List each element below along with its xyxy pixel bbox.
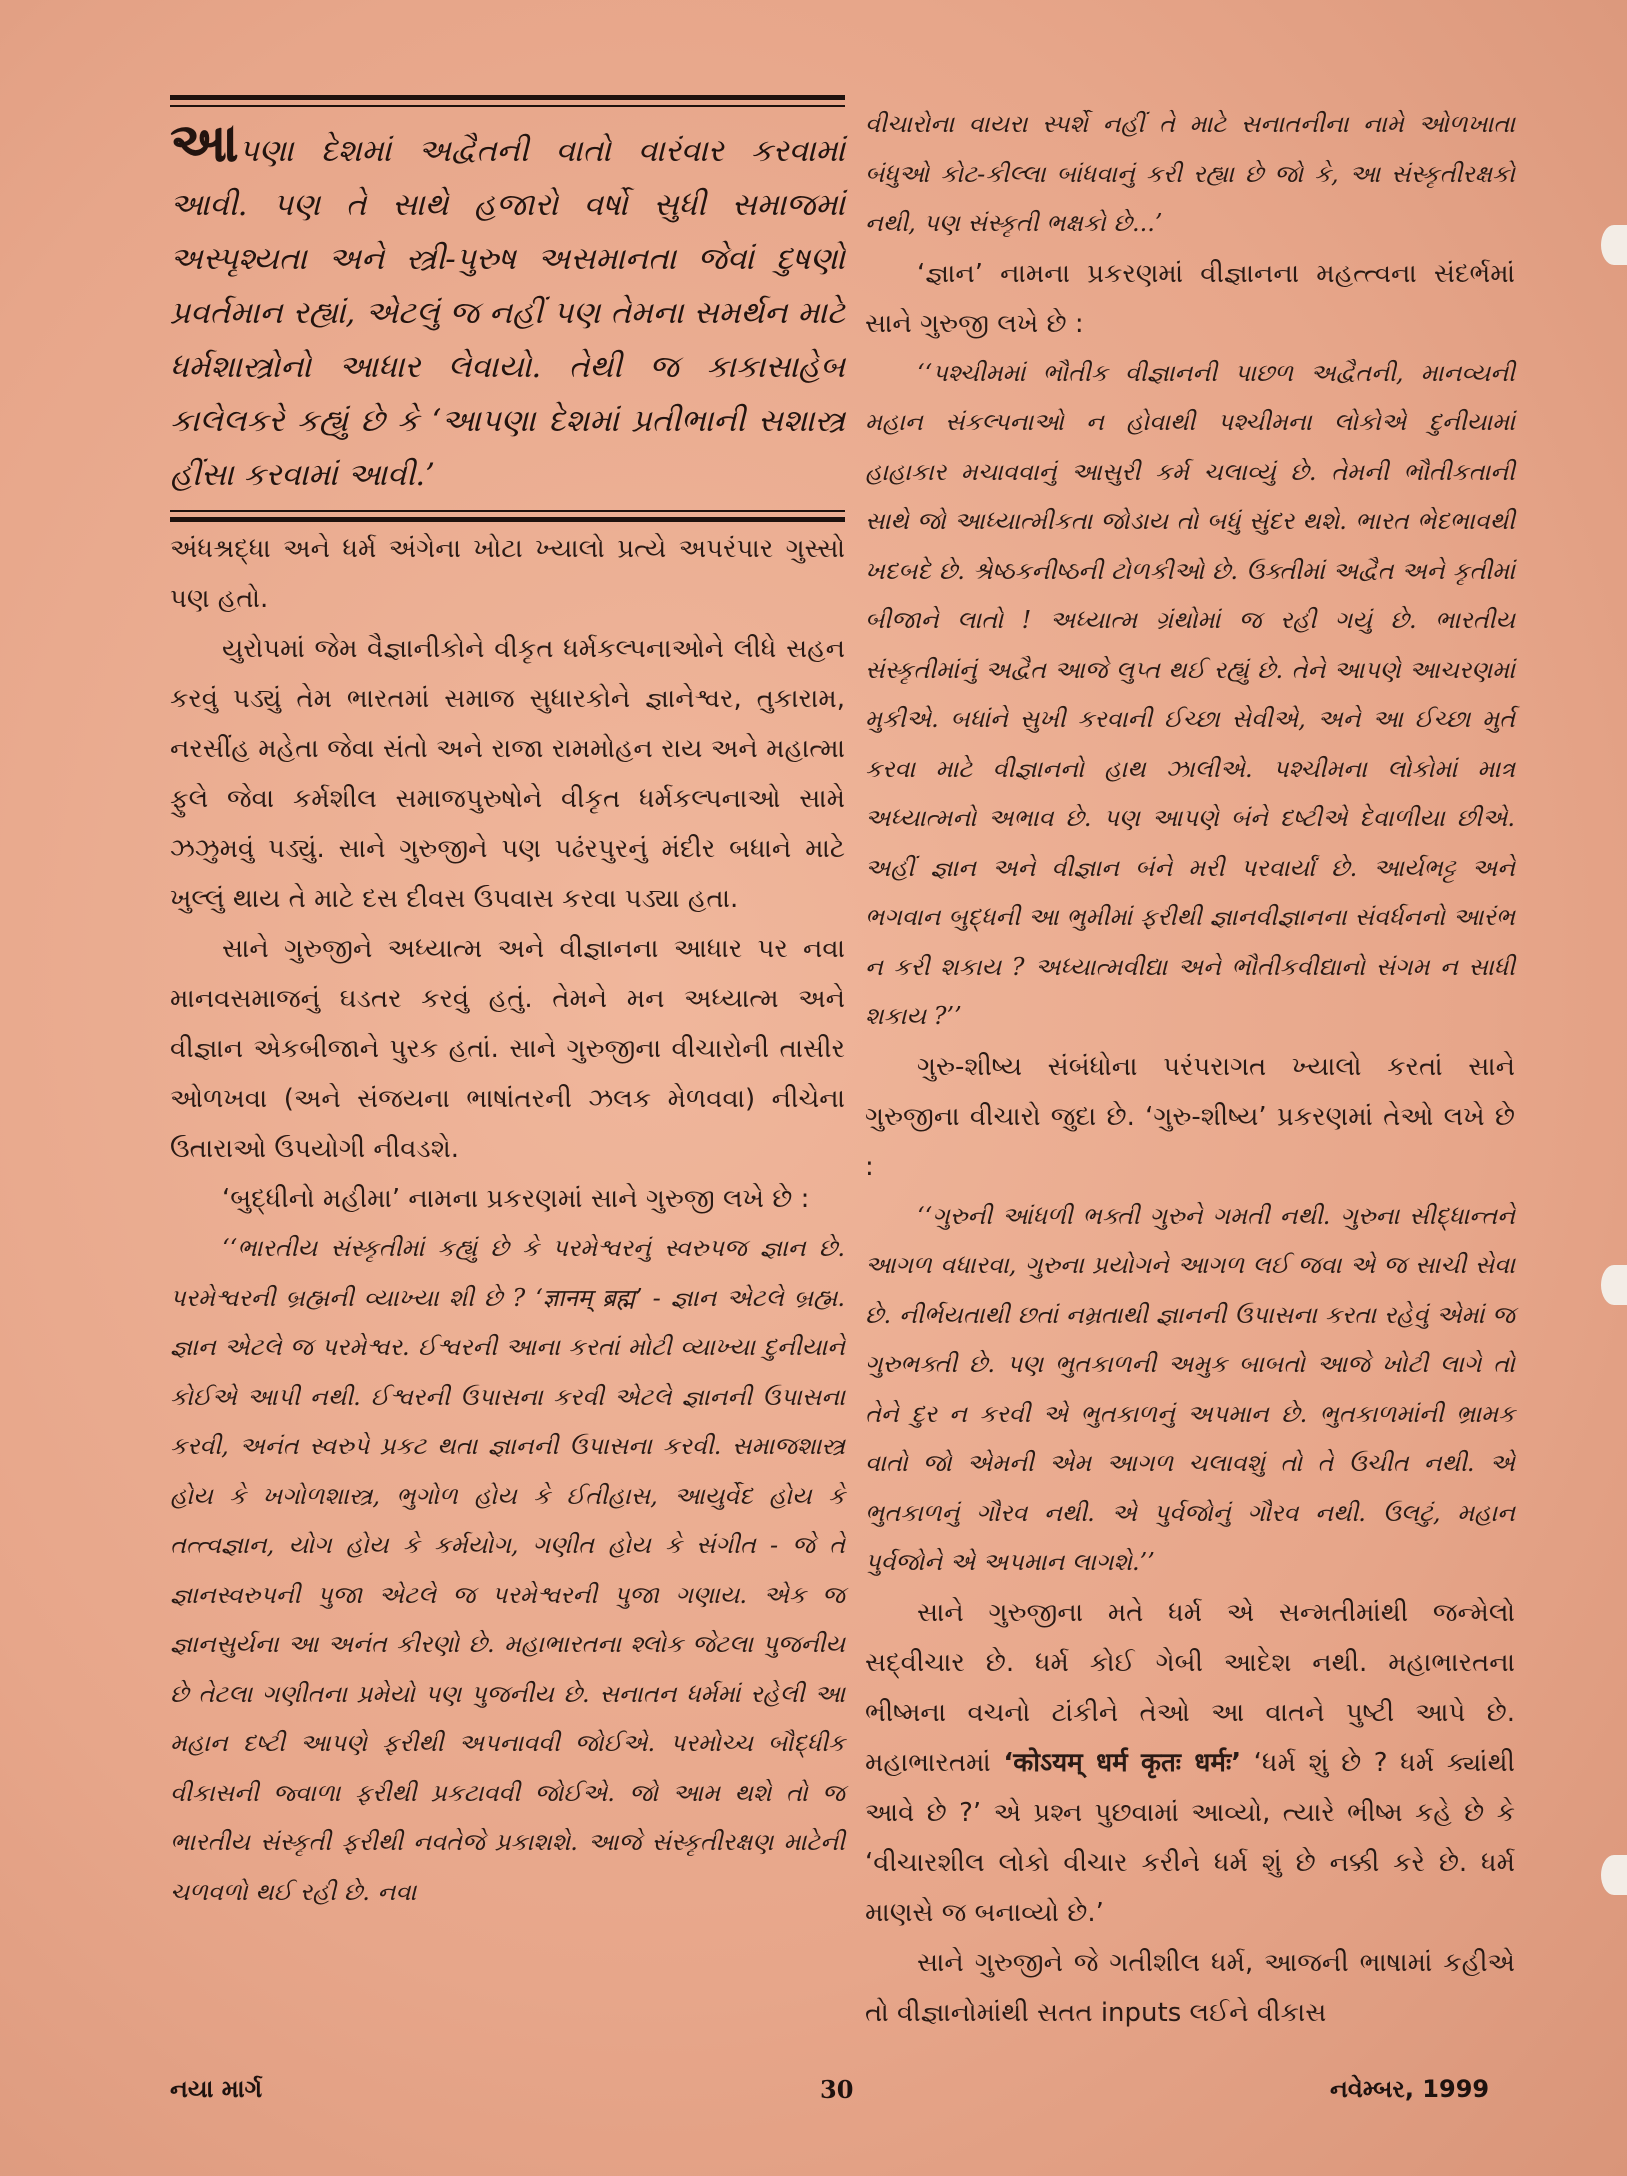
binding-hole-top [1601,225,1627,265]
right-paragraph-2: ગુરુ-શીષ્ય સંબંધોના પરંપરાગત ખ્યાલો કરતાં સાને ગુરુજીના વીચારો જુદા છે. ‘ગુરુ-શીષ્ય’ પ્રકરણમાં તેઓ લખે છે : [865,1051,1515,1182]
pull-quote-dropcap: આ [170,110,239,174]
binding-hole-middle [1601,1265,1627,1305]
quote-guru-shishya: ‘‘ગુરુની આંધળી ભક્તી ગુરુને ગમતી નથી. ગુરુના સીદ્ધાન્તને આગળ વધારવા, ગુરુના પ્રયોગને આગળ લઈ જવા એ જ સાચી સેવા છે. નીર્ભયતાથી છતાં નમ્રતાથી જ્ઞાનની ઉપાસના કરતા રહેવું એમાં જ ગુરુભક્તી છે. પણ ભુતકાળની અમુક બાબતો આજે ખોટી લાગે તો તેને દુર ન કરવી એ ભુતકાળનું અપમાન છે. ભુતકાળમાંની ભ્રામક વાતો જો એમની એમ આગળ ચલાવશું તો તે ઉચીત નથી. એ ભુતકાળનું ગૌરવ નથી. એ પુર્વજોનું ગૌરવ નથી. ઉલટું, મહાન પુર્વજોને એ અપમાન લાગશે.’’ [865,1201,1515,1576]
quote-buddhi-mahima: ‘‘ભારતીય સંસ્કૃતીમાં કહ્યું છે કે પરમેશ્વરનું સ્વરુપજ જ્ઞાન છે. પરમેશ્વરની બ્રહ્મની વ્યાખ્યા શી છે ? ‘ज्ञानम् ब्रह्म’ - જ્ઞાન એટલે બ્રહ્મ. જ્ઞાન એટલે જ પરમેશ્વર. ઈશ્વરની આના કરતાં મોટી વ્યાખ્યા દુનીયાને કોઈએ આપી નથી. ઈશ્વરની ઉપાસના કરવી એટલે જ્ઞાનની ઉપાસના કરવી, અનંત સ્વરુપે પ્રકટ થતા જ્ઞાનની ઉપાસના કરવી. સમાજશાસ્ત્ર હોય કે ખગોળશાસ્ત્ર, ભુગોળ હોય કે ઈતીહાસ, આયુર્વેદ હોય કે તત્ત્વજ્ઞાન, યોગ હોય કે કર્મયોગ, ગણીત હોય કે સંગીત - જે તે જ્ઞાનસ્વરુપની પુજા એટલે જ પરમેશ્વરની પુજા ગણાય. એક જ જ્ઞાનસુર્યના આ અનંત કીરણો છે. મહાભારતના શ્લોક જેટલા પુજનીય છે તેટલા ગણીતના પ્રમેયો પણ પુજનીય છે. સનાતન ધર્મમાં રહેલી આ મહાન દષ્ટી આપણે ફરીથી અપનાવવી જોઈએ. પરમોચ્ચ બૌદ્ધીક વીકાસની જ્વાળા ફરીથી પ્રકટાવવી જોઈએ. જો આમ થશે તો જ ભારતીય સંસ્કૃતી ફરીથી નવતેજે પ્રકાશશે. આજે સંસ્કૃતીરક્ષણ માટેની ચળવળો થઈ રહી છે. નવા [170,1234,845,1906]
binding-hole-bottom [1601,1855,1627,1895]
sanskrit-quote: ‘कोऽयम् धर्म कृतः धर्मः’ [1003,1747,1242,1778]
pull-quote-top-rule [170,95,845,100]
pull-quote-top-rule-thin [170,105,845,107]
right-paragraph-4: સાને ગુરુજીને જે ગતીશીલ ધર્મ, આજની ભાષામાં કહીએ તો વીજ્ઞાનોમાંથી સતત inputs લઈને વીકાસ [865,1947,1515,2028]
pull-quote-bottom-rule-thin [170,510,845,512]
left-paragraph-2: યુરોપમાં જેમ વૈજ્ઞાનીકોને વીકૃત ધર્મકલ્પનાઓને લીધે સહન કરવું પડ્યું તેમ ભારતમાં સમાજ સુધારકોને જ્ઞાનેશ્વર, તુકારામ, નરસીંહ મહેતા જેવા સંતો અને રાજા રામમોહન રાય અને મહાત્મા ફુલે જેવા કર્મશીલ સમાજપુરુષોને વીકૃત ધર્મકલ્પનાઓ સામે ઝઝુમવું પડ્યું. સાને ગુરુજીને પણ પઢંરપુરનું મંદીર બધાને માટે ખુલ્લું થાય તે માટે દસ દીવસ ઉપવાસ કરવા પડ્યા હતા. [170,634,845,914]
right-paragraph-3-start: સાને ગુરુજીના મતે ધર્મ એ સન્મતીમાંથી જન્મેલો સદ્‌વીચાર છે. ધર્મ કોઈ ગેબી આદેશ નથી. મહાભારતના ભીષ્મના વચનો ટાંકીને તેઓ આ વાતને પુષ્ટી આપે છે. મહાભારતમાં [865,1597,1515,1778]
right-paragraph-1: ‘જ્ઞાન’ નામના પ્રકરણમાં વીજ્ઞાનના મહત્ત્વના સંદર્ભમાં સાને ગુરુજી લખે છે : [865,258,1515,339]
left-paragraph-4: ‘બુદ્ધીનો મહીમા’ નામના પ્રકરણમાં સાને ગુરુજી લખે છે : [222,1184,810,1214]
right-paragraph-3 [865,1588,1515,1938]
pull-quote-text: પણા દેશમાં અદ્વૈતની વાતો વારંવાર કરવામાં આવી. પણ તે સાથે હજારો વર્ષો સુધી સમાજમાં અસ્પૃશ્યતા અને સ્ત્રી-પુરુષ અસમાનતા જેવાં દુષણો પ્રવર્તમાન રહ્યાં, એટલું જ નહીં પણ તેમના સમર્થન માટે ધર્મશાસ્ત્રોનો આધાર લેવાયો. તેથી જ કાકાસાહેબ કાલેલકરે કહ્યું છે કે ‘આપણા દેશમાં પ્રતીભાની સશાસ્ત્ર હીંસા કરવામાં આવી.’ [170,133,845,493]
left-column [170,95,845,1917]
issue-date: નવેમ્બર, 1999 [1330,2075,1490,2103]
quote-buddhi-mahima-continued: વીચારોના વાયરા સ્પર્શે નહીં તે માટે સનાતનીના નામે ઓળખાતા બંધુઓ કોટ-કીલ્લા બાંધવાનું કરી રહ્યા છે જો કે, આ સંસ્કૃતીરક્ષકો નથી, પણ સંસ્કૃતી ભક્ષકો છે...’ [865,110,1515,237]
left-paragraph-1: અંધશ્રદ્ધા અને ધર્મ અંગેના ખોટા ખ્યાલો પ્રત્યે અપરંપાર ગુસ્સો પણ હતો. [170,534,845,614]
page-number: 30 [820,2075,854,2104]
magazine-name: નયા માર્ગ [170,2075,263,2103]
right-paragraph-3-end: ‘ધર્મ શું છે ? ધર્મ ક્યાંથી આવે છે ?’ એ પ્રશ્ન પુછવામાં આવ્યો, ત્યારે ભીષ્મ કહે છે કે ‘વીચારશીલ લોકો વીચાર કરીને ધર્મ શું છે નક્કી કરે છે. ધર્મ માણસે જ બનાવ્યો છે.’ [865,1747,1515,1928]
quote-gnan: ‘‘પશ્ચીમમાં ભૌતીક વીજ્ઞાનની પાછળ અદ્વૈતની, માનવ્યની મહાન સંકલ્પનાઓ ન હોવાથી પશ્ચીમના લોકોએ દુનીયામાં હાહાકાર મચાવવાનું આસુરી કર્મ ચલાવ્યું છે. તેમની ભૌતીકતાની સાથે જો આધ્યાત્મીકતા જોડાય તો બધું સુંદર થશે. ભારત ભેદભાવથી ખદબદે છે. શ્રેષ્ઠકનીષ્ઠની ટોળકીઓ છે. ઉક્તીમાં અદ્વૈત અને કૃતીમાં બીજાને લાતો ! અધ્યાત્મ ગ્રંથોમાં જ રહી ગયું છે. ભારતીય સંસ્કૃતીમાંનું અદ્વૈત આજે લુપ્ત થઈ રહ્યું છે. તેને આપણે આચરણમાં મુકીએ. બધાંને સુખી કરવાની ઈચ્છા સેવીએ, અને આ ઈચ્છા મુર્ત કરવા માટે વીજ્ઞાનનો હાથ ઝાલીએ. પશ્ચીમના લોકોમાં માત્ર અધ્યાત્મનો અભાવ છે. પણ આપણે બંને દષ્ટીએ દેવાળીયા છીએ. અહીં જ્ઞાન અને વીજ્ઞાન બંને મરી પરવાર્યાં છે. આર્યભટ્ટ અને ભગવાન બુદ્ધની આ ભુમીમાં ફરીથી જ્ઞાનવીજ્ઞાનના સંવર્ધનનો આરંભ ન કરી શકાય ? અધ્યાત્મવીદ્યા અને ભૌતીકવીદ્યાનો સંગમ ન સાધી શકાય ?’’ [865,358,1515,1030]
right-column [865,100,1515,2038]
pull-quote [170,110,845,502]
left-paragraph-3: સાને ગુરુજીને અધ્યાત્મ અને વીજ્ઞાનના આધાર પર નવા માનવસમાજનું ઘડતર કરવું હતું. તેમને મન અધ્યાત્મ અને વીજ્ઞાન એકબીજાને પુરક હતાં. સાને ગુરુજીના વીચારોની તાસીર ઓળખવા (અને સંજયના ભાષાંતરની ઝલક મેળવવા) નીચેના ઉતારાઓ ઉપયોગી નીવડશે. [170,934,845,1164]
pull-quote-bottom-rule [170,517,845,522]
